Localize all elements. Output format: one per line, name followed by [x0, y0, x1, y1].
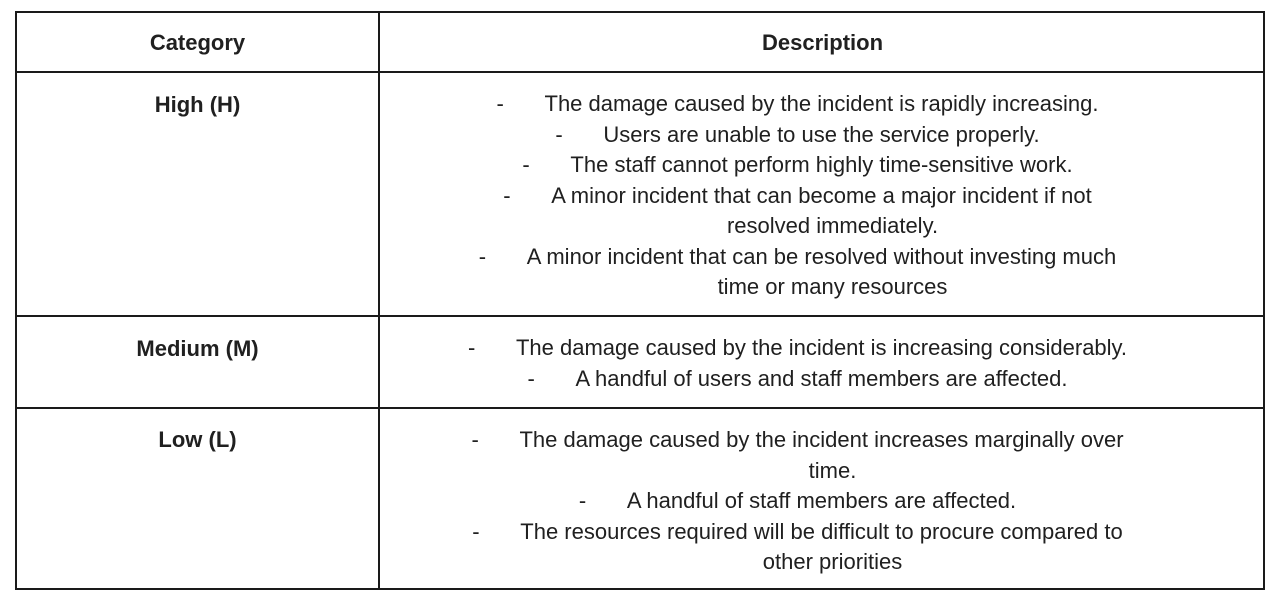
header-divider	[17, 71, 1263, 73]
bullet-continuation: time.	[808, 457, 857, 483]
category-medium: Medium (M)	[136, 336, 259, 361]
category-high: High (H)	[154, 92, 241, 117]
row-divider-medium	[17, 407, 1263, 409]
bullet-line: - The damage caused by the incident increases marginally over	[471, 427, 1124, 452]
bullet-line: - A minor incident that can become a major incident if not	[503, 182, 1092, 208]
bullet-line: - The staff cannot perform highly time-sensitive work.	[522, 152, 1073, 177]
bullet-line: - The damage caused by the incident is increasing considerably.	[467, 335, 1128, 360]
description-low	[380, 425, 1265, 578]
bullet-line: - A handful of staff members are affected.	[578, 488, 1017, 513]
bullet-line: - The damage caused by the incident is rapidly increasing.	[496, 91, 1099, 116]
bullet-line: - A handful of users and staff members are affected.	[527, 365, 1068, 391]
category-low: Low (L)	[158, 427, 237, 452]
bullet-continuation: time or many resources	[717, 274, 948, 299]
bullet-continuation: other priorities	[762, 549, 903, 574]
header-description: Description	[761, 30, 884, 55]
row-divider-high	[17, 315, 1263, 317]
priority-table	[15, 11, 1265, 590]
header-category: Category	[149, 30, 246, 55]
bullet-line: - The resources required will be difficult to procure compared to	[472, 518, 1123, 544]
bullet-line: - Users are unable to use the service properly.	[555, 121, 1040, 147]
description-high	[380, 89, 1265, 303]
bullet-line: - A minor incident that can be resolved without investing much	[478, 243, 1117, 269]
bullet-continuation: resolved immediately.	[726, 213, 939, 238]
description-medium	[380, 333, 1265, 394]
